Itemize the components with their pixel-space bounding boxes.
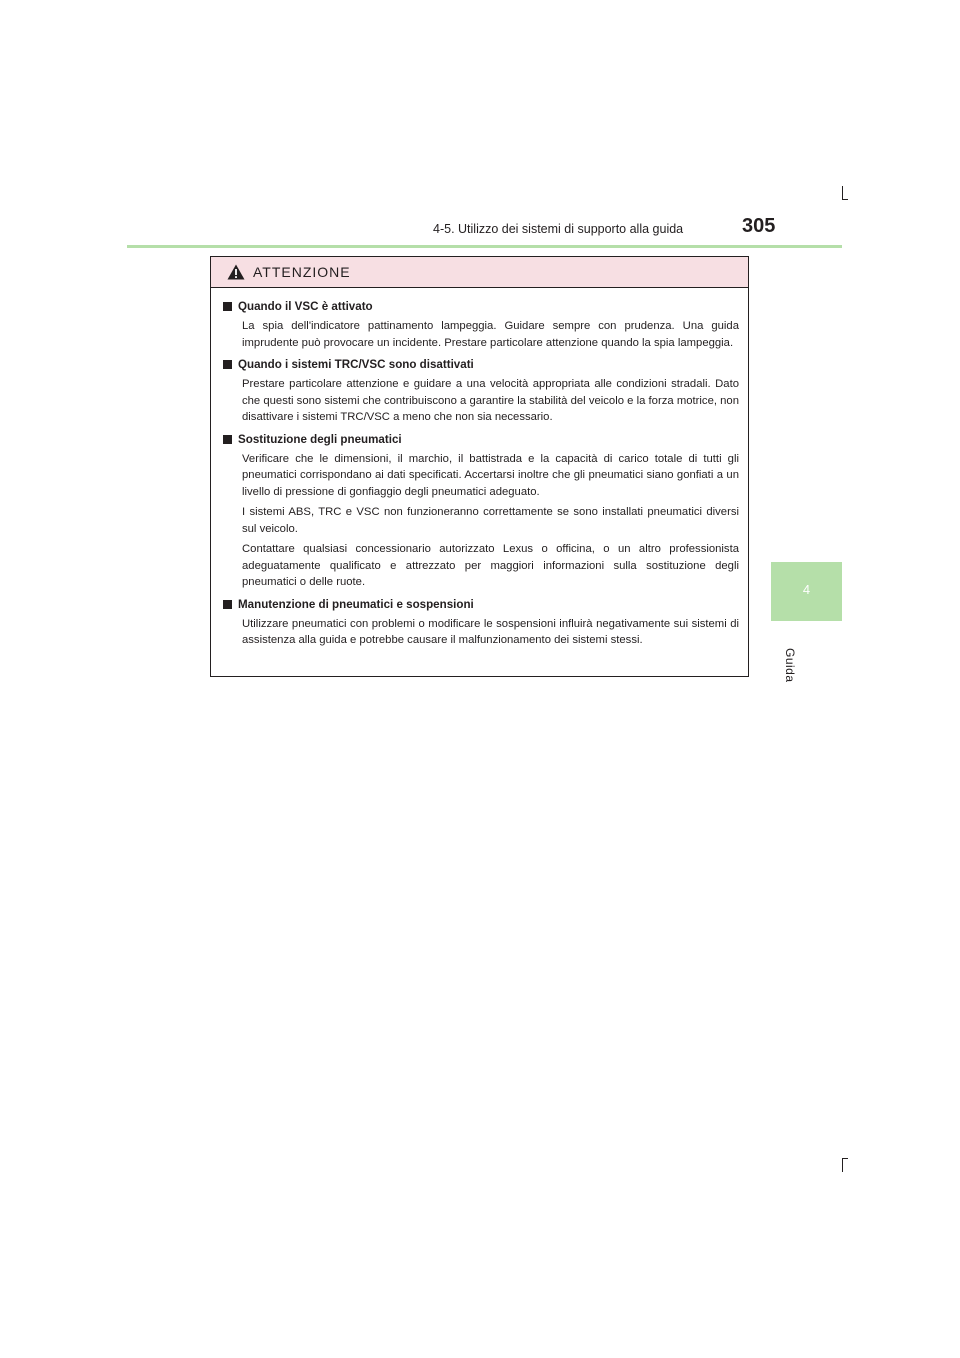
section-title-text: Quando il VSC è attivato [238, 300, 373, 313]
section-paragraph: Contattare qualsiasi concessionario autorizzato Lexus o officina, o un altro professionista adeguatamente qualificato e attrezzato per maggiori informazioni sulla sostituzione degli pneumatici o delle ruote. [242, 543, 739, 588]
square-bullet-icon [223, 600, 232, 609]
page-number: 305 [742, 215, 776, 237]
crop-mark-bottom [842, 1158, 843, 1172]
section-paragraph: Utilizzare pneumatici con problemi o modificare le sospensioni influirà negativamente sui sistemi di assistenza alla guida e potrebbe causare il malfunzionamento dei sistemi stessi. [242, 617, 739, 646]
header-rule [127, 245, 842, 248]
section-header: 4-5. Utilizzo dei sistemi di supporto alla guida [433, 222, 684, 236]
crop-mark-top [842, 186, 843, 200]
square-bullet-icon [223, 435, 232, 444]
warning-triangle-icon [227, 264, 245, 280]
section-title [223, 357, 739, 373]
section-paragraph: I sistemi ABS, TRC e VSC non funzioneranno correttamente se sono installati pneumatici diversi sul veicolo. [242, 506, 739, 535]
crop-mark-top-h [842, 199, 848, 200]
chapter-number: 4 [802, 582, 811, 597]
warning-box [210, 256, 749, 677]
chapter-label: Guida [783, 648, 797, 683]
warning-body [211, 288, 748, 649]
warning-header [211, 257, 748, 288]
section-paragraph: La spia dell'indicatore pattinamento lampeggia. Guidare sempre con prudenza. Una guida imprudente può provocare un incidente. Prestare particolare attenzione quando la spia lampeggia. [242, 320, 739, 349]
section-title [223, 597, 739, 613]
square-bullet-icon [223, 360, 232, 369]
section-title [223, 299, 739, 315]
section-title-text: Quando i sistemi TRC/VSC sono disattivati [238, 358, 474, 371]
warning-section [223, 597, 739, 649]
section-title-text: Manutenzione di pneumatici e sospensioni [238, 597, 474, 611]
warning-section [223, 299, 739, 351]
warning-section [223, 432, 739, 591]
warning-section [223, 357, 739, 426]
square-bullet-icon [223, 302, 232, 311]
section-title [223, 432, 739, 448]
section-title-text: Sostituzione degli pneumatici [238, 432, 402, 446]
chapter-tab [771, 562, 842, 621]
crop-mark-bottom-h [842, 1158, 848, 1159]
warning-title: ATTENZIONE [253, 264, 351, 280]
section-paragraph: Verificare che le dimensioni, il marchio, il battistrada e la capacità di carico totale di tutti gli pneumatici corrispondano ai dati specificati. Accertarsi inoltre che gli pneumatici siano gonfiati a un livello di pressione di gonfiaggio degli pneumatici adeguato. [242, 452, 739, 498]
section-paragraph: Prestare particolare attenzione e guidare a una velocità appropriata alle condizioni stradali. Dato che questi sono sistemi che contribuiscono a garantire la stabilità del veicolo e la forza motrice, non disattivare i sistemi TRC/VSC a meno che non sia necessario. [242, 378, 739, 423]
